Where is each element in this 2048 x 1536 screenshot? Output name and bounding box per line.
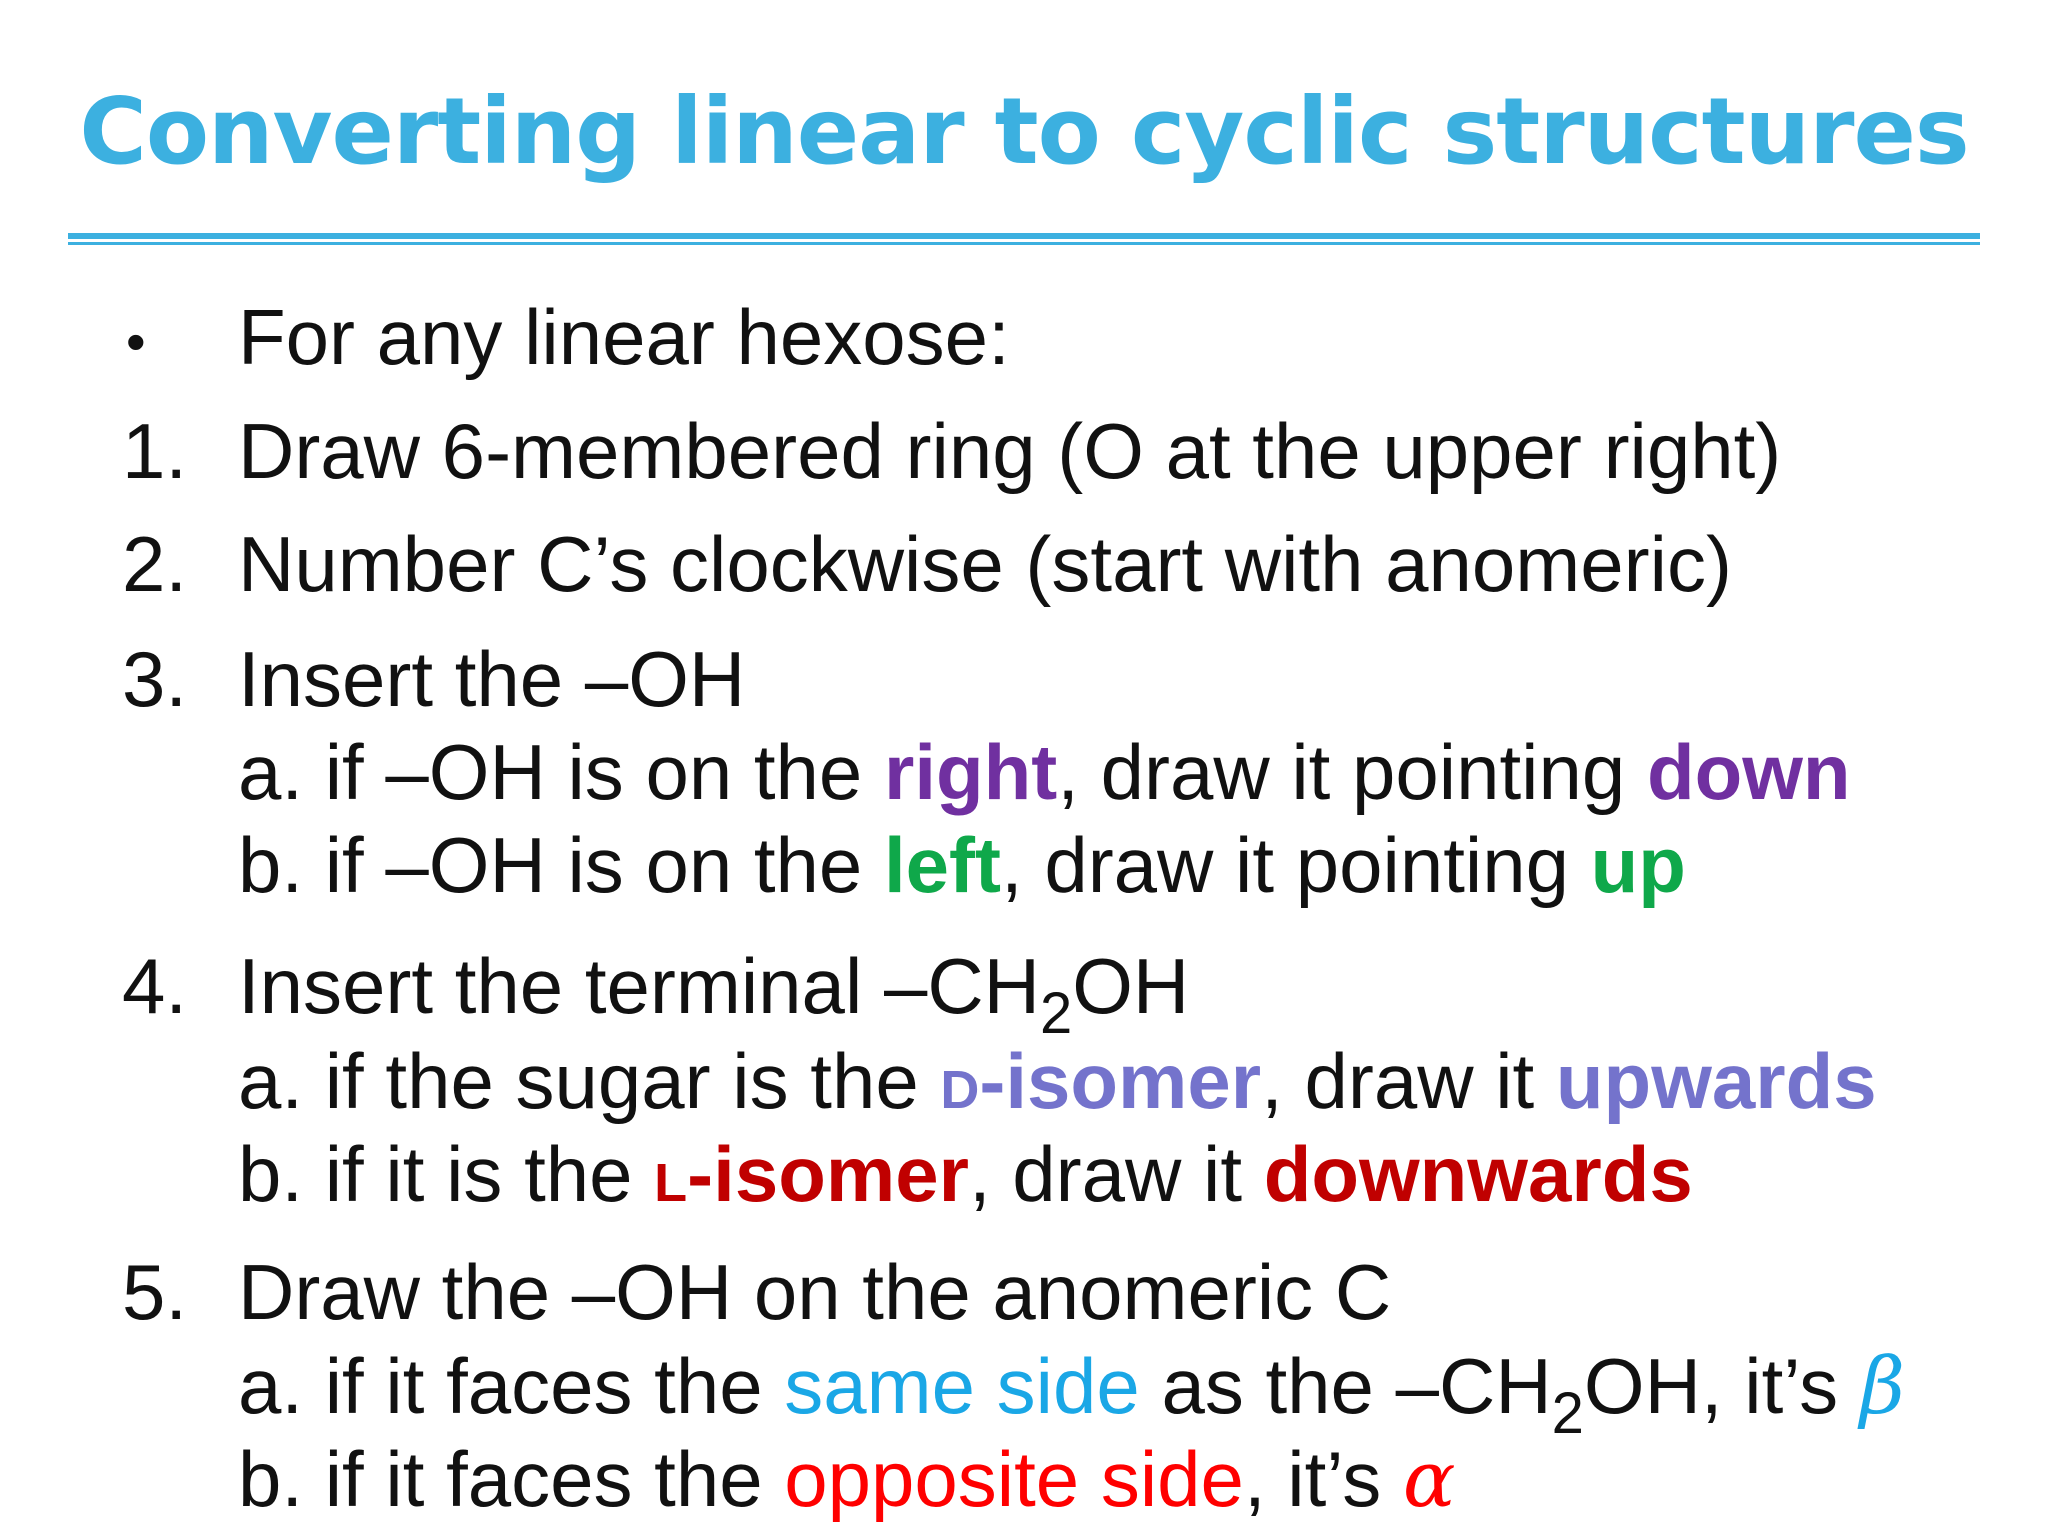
keyword-d-isomer: -isomer: [979, 1037, 1262, 1125]
step-3b-text-2: , draw it pointing: [1000, 821, 1591, 909]
step-5b: [238, 1433, 1456, 1526]
step-4-text-pre: Insert the terminal –CH: [238, 942, 1040, 1030]
beta-symbol: β: [1859, 1342, 1905, 1432]
keyword-l-isomer: -isomer: [687, 1130, 969, 1218]
keyword-right: right: [883, 728, 1058, 816]
step-2-marker: 2.: [122, 520, 188, 608]
step-1-marker: 1.: [122, 407, 188, 495]
step-5-text: Draw the –OH on the anomeric C: [238, 1248, 1392, 1336]
step-3a-text-1: a. if –OH is on the: [238, 728, 884, 816]
keyword-upwards: upwards: [1555, 1037, 1877, 1125]
l-label: L: [654, 1153, 688, 1213]
step-5b-text-1: b. if it faces the: [238, 1435, 785, 1523]
step-3b-text-1: b. if –OH is on the: [238, 821, 884, 909]
keyword-same-side: same side: [784, 1342, 1140, 1430]
step-4b-text-2: , draw it: [968, 1130, 1264, 1218]
step-5a-text-1: a. if it faces the: [238, 1342, 785, 1430]
step-3-text: Insert the –OH: [238, 635, 746, 723]
step-5a-text-2: as the –CH: [1139, 1342, 1552, 1430]
step-5a-text-3: OH, it’s: [1583, 1342, 1860, 1430]
step-1-text: Draw 6-membered ring (O at the upper right): [238, 407, 1782, 495]
keyword-left: left: [883, 821, 1001, 909]
step-5-marker: 5.: [122, 1248, 188, 1336]
bullet-marker: •: [126, 310, 146, 373]
step-4a-text-1: a. if the sugar is the: [238, 1037, 941, 1125]
d-label: D: [940, 1060, 980, 1120]
keyword-opposite-side: opposite side: [784, 1435, 1244, 1523]
slide-title: Converting linear to cyclic structures: [79, 78, 1969, 185]
step-4-text-post: OH: [1072, 942, 1190, 1030]
step-4-text: [238, 940, 1190, 1046]
step-4a-text-2: , draw it: [1261, 1037, 1556, 1125]
step-3-marker: 3.: [122, 635, 188, 723]
alpha-symbol: α: [1402, 1435, 1456, 1525]
step-5b-text-2: , it’s: [1243, 1435, 1403, 1523]
step-4-marker: 4.: [122, 942, 188, 1030]
keyword-down: down: [1646, 728, 1851, 816]
step-2-text: Number C’s clockwise (start with anomeric): [238, 520, 1732, 608]
subscript-2: 2: [1039, 981, 1073, 1046]
step-3b: [238, 819, 1686, 911]
intro-text: For any linear hexose:: [238, 293, 1010, 381]
subscript-2: 2: [1551, 1381, 1584, 1446]
step-4a: [238, 1035, 1877, 1136]
keyword-downwards: downwards: [1263, 1130, 1693, 1218]
step-4b-text-1: b. if it is the: [238, 1130, 655, 1218]
step-4b: [238, 1128, 1693, 1229]
step-3a: [238, 726, 1851, 818]
step-5a: [238, 1340, 1905, 1446]
step-3a-text-2: , draw it pointing: [1057, 728, 1647, 816]
keyword-up: up: [1590, 821, 1686, 909]
